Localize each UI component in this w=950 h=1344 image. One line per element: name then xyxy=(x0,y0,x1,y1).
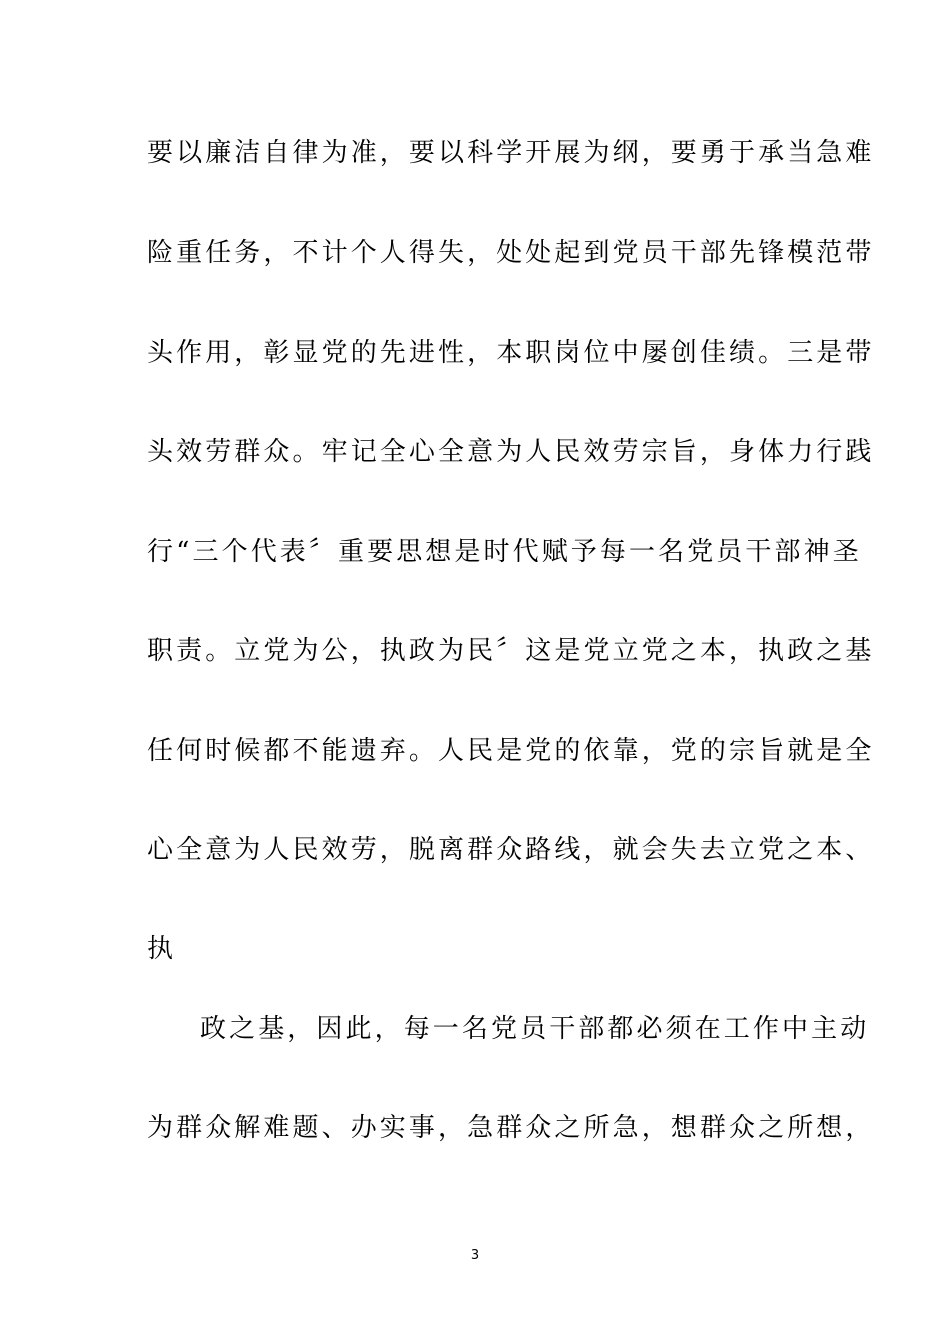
paragraph-start-line: 政之基，因此，每一名党员干部都必须在工作中主动 xyxy=(200,1014,870,1044)
body-text-line: 执 xyxy=(147,934,177,964)
body-text-line: 职责。立党为公，执政为民〞这是党立党之本，执政之基 xyxy=(147,636,875,666)
body-text-line: 险重任务，不计个人得失，处处起到党员干部先锋模范带 xyxy=(147,238,875,268)
body-text-line: 任何时候都不能遗弃。人民是党的依靠，党的宗旨就是全 xyxy=(147,736,875,766)
body-text-line: 要以廉洁自律为准，要以科学开展为纲，要勇于承当急难 xyxy=(147,138,875,168)
page-number: 3 xyxy=(470,1248,480,1263)
body-text-line: 心全意为人民效劳，脱离群众路线，就会失去立党之本、 xyxy=(147,835,875,865)
body-text-line: 头效劳群众。牢记全心全意为人民效劳宗旨，身体力行践 xyxy=(147,437,875,467)
body-text-line: 行“三个代表〞重要思想是时代赋予每一名党员干部神圣 xyxy=(147,537,862,567)
body-text-line: 为群众解难题、办实事，急群众之所急，想群众之所想， xyxy=(147,1113,875,1143)
body-text-line: 头作用，彰显党的先进性，本职岗位中屡创佳绩。三是带 xyxy=(147,338,875,368)
